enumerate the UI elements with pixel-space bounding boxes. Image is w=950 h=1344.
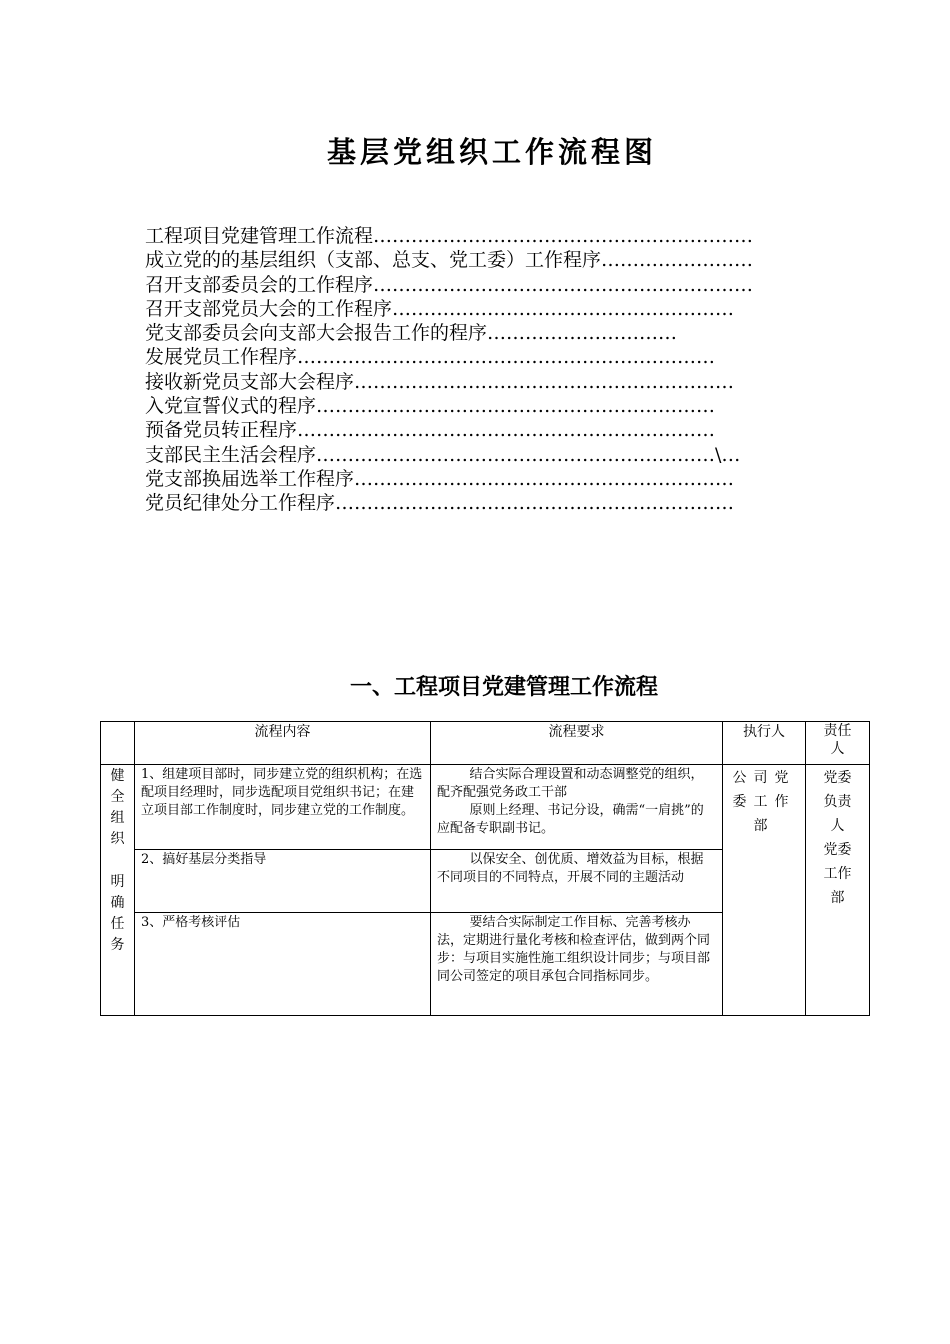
section-title: 一、工程项目党建管理工作流程 xyxy=(349,674,658,700)
header-content: 流程内容 xyxy=(135,722,431,765)
header-blank xyxy=(101,722,135,765)
toc-item[interactable]: 党员纪律处分工作程序……………………………………………………… xyxy=(145,492,735,515)
toc-leader: …………………… xyxy=(601,249,754,272)
toc-item[interactable]: 接收新党员支部大会程序…………………………………………………… xyxy=(145,370,735,393)
header-responsible: 责任人 xyxy=(806,722,870,765)
toc-item[interactable]: 入党宣誓仪式的程序……………………………………………………… xyxy=(145,395,716,418)
toc-item[interactable]: 召开支部委员会的工作程序…………………………………………………… xyxy=(145,273,754,296)
side-label-bottom: 明确任务 xyxy=(110,874,125,953)
toc-item[interactable]: 召开支部党员大会的工作程序……………………………………………… xyxy=(145,297,735,320)
row-content: 2、搞好基层分类指导 xyxy=(135,850,431,913)
toc-item[interactable]: 工程项目党建管理工作流程…………………………………………………… xyxy=(145,225,754,247)
toc-leader: …………………………………………………… xyxy=(354,467,735,490)
toc-item[interactable]: 预备党员转正程序………………………………………………………… xyxy=(145,419,716,442)
header-executor: 执行人 xyxy=(723,722,806,765)
executor-cell: 公司党委工作部 xyxy=(723,765,806,1016)
toc-item[interactable]: 支部民主生活会程序………………………………………………………\… xyxy=(145,443,741,466)
toc-leader: ………………………… xyxy=(487,322,678,345)
toc-leader: ……………………………………………………… xyxy=(335,492,735,515)
toc-leader: …………………………………………………… xyxy=(373,225,754,247)
page-title: 基层党组织工作流程图 xyxy=(326,135,657,169)
table-row xyxy=(101,765,870,850)
toc-item[interactable]: 发展党员工作程序………………………………………………………… xyxy=(145,346,716,369)
toc-item[interactable]: 成立党的的基层组织（支部、总支、党工委）工作程序…………………… xyxy=(145,249,754,272)
toc-leader: …………………………………………………… xyxy=(373,273,754,296)
toc-leader: ………………………………………………………… xyxy=(297,346,716,369)
toc-leader: …………………………………………………… xyxy=(354,370,735,393)
toc-leader: ………………………………………………………\… xyxy=(316,443,741,466)
row-requirements: 要结合实际制定工作目标、完善考核办法，定期进行量化考核和检查评估，做到两个同步：与项目实施性施工组织设计同步；与项目部同公司签定的项目承包合同指标同步。 xyxy=(431,913,723,1016)
toc-leader: ………………………………………………………… xyxy=(297,419,716,442)
table-header-row xyxy=(101,722,870,765)
toc-item[interactable]: 党支部换届选举工作程序…………………………………………………… xyxy=(145,467,735,490)
side-label-top: 健全组织 xyxy=(110,768,125,847)
workflow-table xyxy=(100,721,870,1016)
table-of-contents xyxy=(145,224,835,516)
row-content: 1、组建项目部时，同步建立党的组织机构；在选配项目经理时，同步选配项目党组织书记；在建立项目部工作制度时，同步建立党的工作制度。 xyxy=(135,765,431,850)
toc-leader: ……………………………………………… xyxy=(392,297,735,320)
row-requirements: 以保安全、创优质、增效益为目标，根据不同项目的不同特点，开展不同的主题活动 xyxy=(431,850,723,913)
row-requirements: 结合实际合理设置和动态调整党的组织，配齐配强党务政工干部 原则上经理、书记分设，确需“一肩挑”的应配备专职副书记。 xyxy=(431,765,723,850)
responsible-cell: 党委负责人 党委工作部 xyxy=(806,765,870,1016)
side-category-label xyxy=(101,765,135,1016)
row-content: 3、严格考核评估 xyxy=(135,913,431,1016)
header-requirements: 流程要求 xyxy=(431,722,723,765)
toc-item[interactable]: 党支部委员会向支部大会报告工作的程序………………………… xyxy=(145,322,678,345)
toc-leader: ……………………………………………………… xyxy=(316,395,716,418)
